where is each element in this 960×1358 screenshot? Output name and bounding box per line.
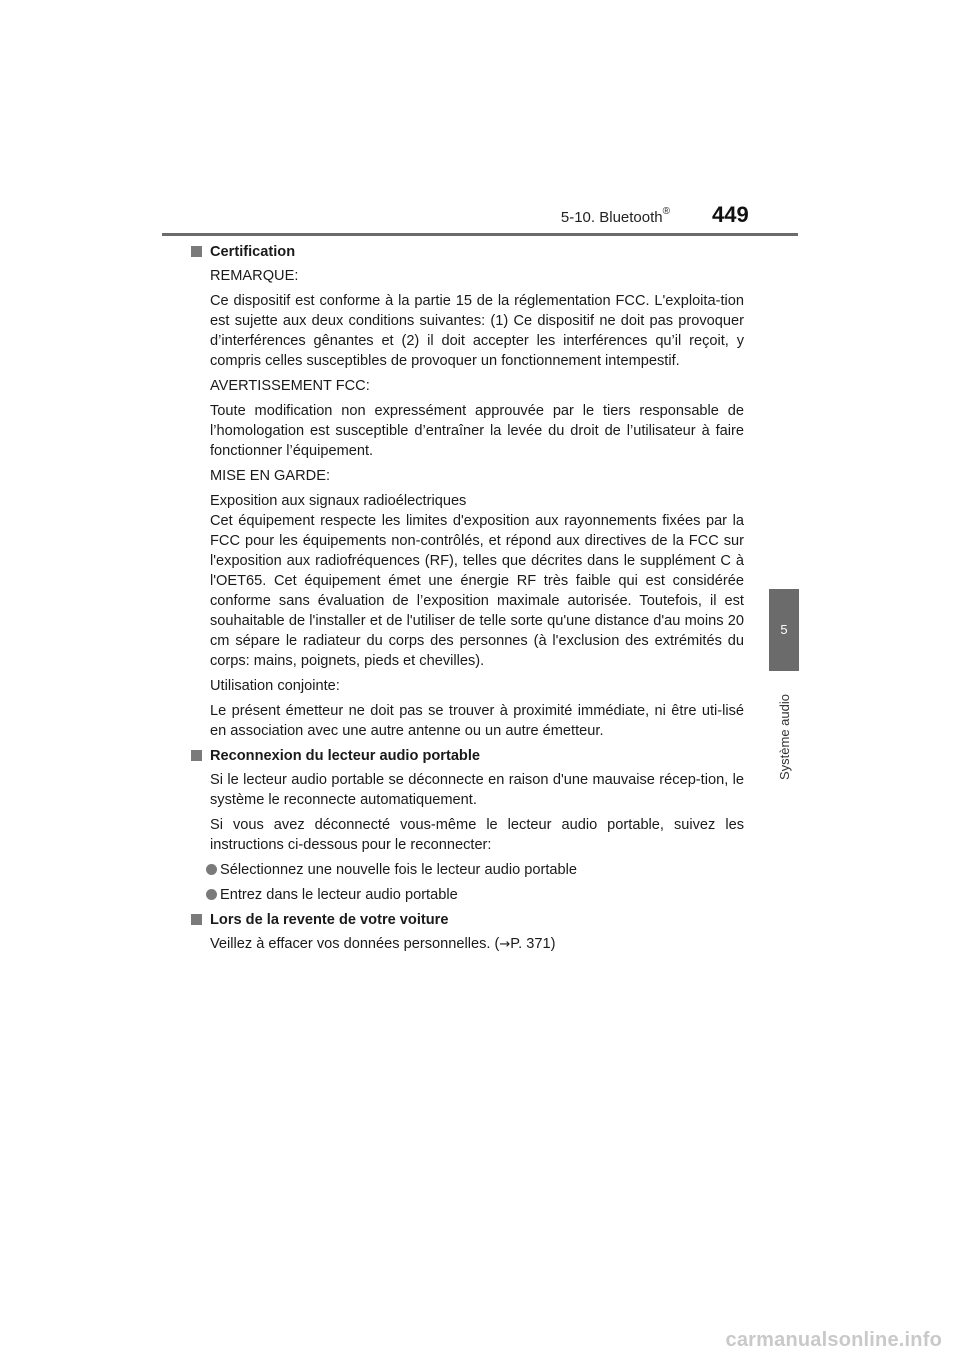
chapter-tab[interactable]: 5 xyxy=(769,589,799,671)
square-bullet-icon xyxy=(191,246,202,257)
avertissement-text: Toute modification non expressément approuvée par le tiers responsable de l’homologation est susceptible d’entraîner la levée du droit de l’utilisateur à faire fonctionner l’équipement. xyxy=(210,403,744,459)
exposition-title: Exposition aux signaux radioélectriques xyxy=(210,493,467,509)
revente-text xyxy=(210,934,744,955)
list-item xyxy=(206,885,744,905)
remarque-label: REMARQUE: xyxy=(210,268,299,284)
registered-mark: ® xyxy=(662,206,670,217)
section-heading-revente xyxy=(188,910,744,930)
page-number: 449 xyxy=(712,202,749,227)
section-reference xyxy=(561,208,670,226)
avertissement-label: AVERTISSEMENT FCC: xyxy=(210,378,370,394)
list-item-text: Entrez dans le lecteur audio portable xyxy=(220,887,458,903)
mise-en-garde-label: MISE EN GARDE: xyxy=(210,468,331,484)
main-content xyxy=(210,242,744,960)
page-header xyxy=(0,0,960,240)
list-item-text: Sélectionnez une nouvelle fois le lecteur audio portable xyxy=(220,862,577,878)
reconnexion-text-1: Si le lecteur audio portable se déconnecte en raison d'une mauvaise récep-tion, le système le reconnecte automatiquement. xyxy=(210,772,744,808)
heading-text: Lors de la revente de votre voiture xyxy=(210,912,449,928)
square-bullet-icon xyxy=(191,914,202,925)
header-rule xyxy=(162,233,798,236)
heading-text: Reconnexion du lecteur audio portable xyxy=(210,748,481,764)
utilisation-text: Le présent émetteur ne doit pas se trouver à proximité immédiate, ni être uti-lisé en association avec une autre antenne ou un autre émetteur. xyxy=(210,703,744,739)
round-bullet-icon xyxy=(206,864,217,875)
exposition-text: Cet équipement respecte les limites d'exposition aux rayonnements fixées par la FCC pour les équipements non-contrôlés, et répond aux directives de la FCC sur l'exposition aux radiofréquences (RF), telles que décrites dans le supplément C à l'OET65. Cet équipement émet une énergie RF très faible qui est considérée conforme sans évaluation de l’exposition maximale autorisée. Toutefois, il est souhaitable de l'installer et de l'utiliser de telle sorte qu'une distance d'au moins 20 cm sépare le radiateur du corps des personnes (à l'exclusion des extrémités du corps: mains, poignets, pieds et chevilles). xyxy=(210,513,744,669)
utilisation-label: Utilisation conjointe: xyxy=(210,678,340,694)
list-item xyxy=(206,860,744,880)
section-heading-certification xyxy=(188,242,744,262)
heading-text: Certification xyxy=(210,244,296,260)
revente-text-start: Veillez à effacer vos données personnelles. ( xyxy=(210,936,500,952)
remarque-text: Ce dispositif est conforme à la partie 15 de la réglementation FCC. L'exploita-tion est sujette aux deux conditions suivantes: (1) Ce dispositif ne doit pas provoquer d’interférences gênantes et (2) il doit accepter les interférences qu’il reçoit, y compris celles susceptibles de provoquer un fonctionnement intempestif. xyxy=(210,293,744,369)
arrow-right-icon: → xyxy=(499,937,511,952)
chapter-label xyxy=(775,682,795,782)
section-heading-reconnexion xyxy=(188,746,744,766)
square-bullet-icon xyxy=(191,750,202,761)
reconnexion-text-2: Si vous avez déconnecté vous-même le lecteur audio portable, suivez les instructions ci-dessous pour le reconnecter: xyxy=(210,817,744,853)
watermark: carmanualsonline.info xyxy=(725,1329,942,1351)
section-title: 5-10. Bluetooth xyxy=(560,209,663,226)
chapter-label-text: Système audio xyxy=(777,694,792,780)
page-reference-link[interactable]: P. 371) xyxy=(510,936,556,952)
round-bullet-icon xyxy=(206,889,217,900)
